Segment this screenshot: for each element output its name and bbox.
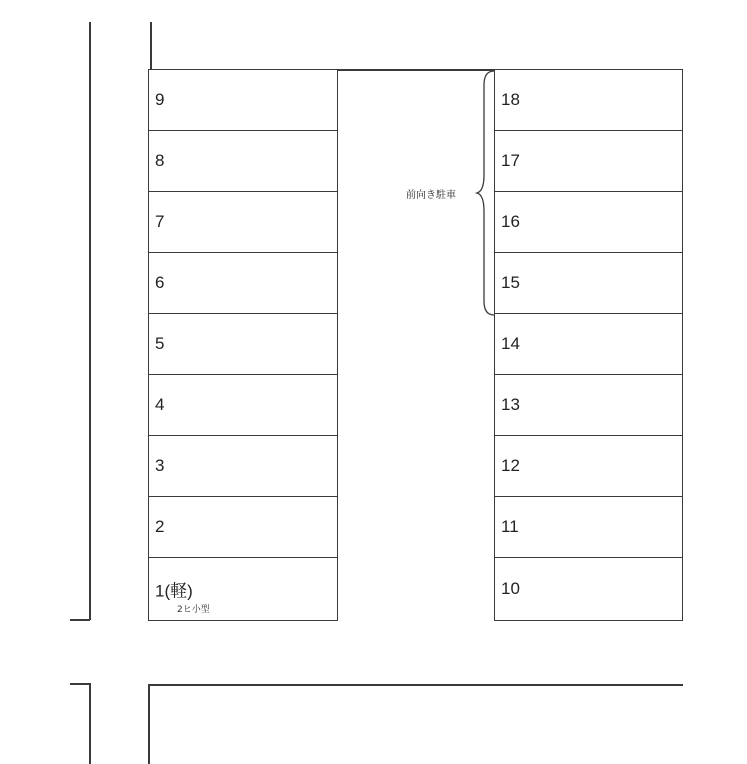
parking-space-number: 13 [501,395,520,414]
left-parking-column [148,69,338,621]
parking-space-number: 10 [501,578,520,598]
parking-space-number: 16 [501,212,520,231]
parking-space-number: 3 [155,456,165,475]
parking-space-number: 8 [155,151,165,170]
left-parking-space [149,314,337,375]
left-parking-space [149,375,337,436]
right-parking-space [495,436,682,497]
right-parking-column [494,69,683,621]
parking-space-number: 18 [501,90,520,109]
parking-space-number: 11 [501,517,519,536]
parking-space-number: 15 [501,273,520,292]
parking-space-number: 7 [155,212,165,231]
curly-brace-icon [476,69,496,317]
left-parking-space [149,558,337,619]
parking-space-number: 2 [155,517,165,536]
parking-space-handwritten-note: 2ヒ小型 [177,605,210,615]
right-parking-space [495,375,682,436]
left-parking-space [149,497,337,558]
parking-space-number: 9 [155,90,165,109]
parking-space-number: 4 [155,395,165,414]
right-parking-space [495,253,682,314]
parking-space-number: 5 [155,334,165,353]
left-parking-space [149,436,337,497]
front-parking-note: 前向き駐車 [406,190,456,201]
right-parking-space [495,497,682,558]
parking-space-number: 12 [501,456,520,475]
left-parking-space [149,253,337,314]
lower-block-left-line [148,684,150,764]
right-parking-space [495,314,682,375]
lower-block-top-line [148,684,683,686]
parking-space-number: 1(軽) [155,581,193,600]
right-parking-space [495,192,682,253]
lower-outer-vertical-line [89,683,91,764]
outer-left-bottom-line [70,619,90,621]
right-parking-space [495,131,682,192]
left-parking-space [149,192,337,253]
left-parking-space [149,70,337,131]
parking-space-number: 14 [501,334,520,353]
inner-left-vertical-line [150,22,152,70]
outer-left-vertical-line [89,22,91,620]
aisle-top-line [338,69,494,71]
parking-space-number: 17 [501,151,520,170]
right-parking-space [495,70,682,131]
lower-outer-top-line [70,683,90,685]
left-parking-space [149,131,337,192]
right-parking-space [495,558,682,619]
parking-space-number: 6 [155,273,165,292]
